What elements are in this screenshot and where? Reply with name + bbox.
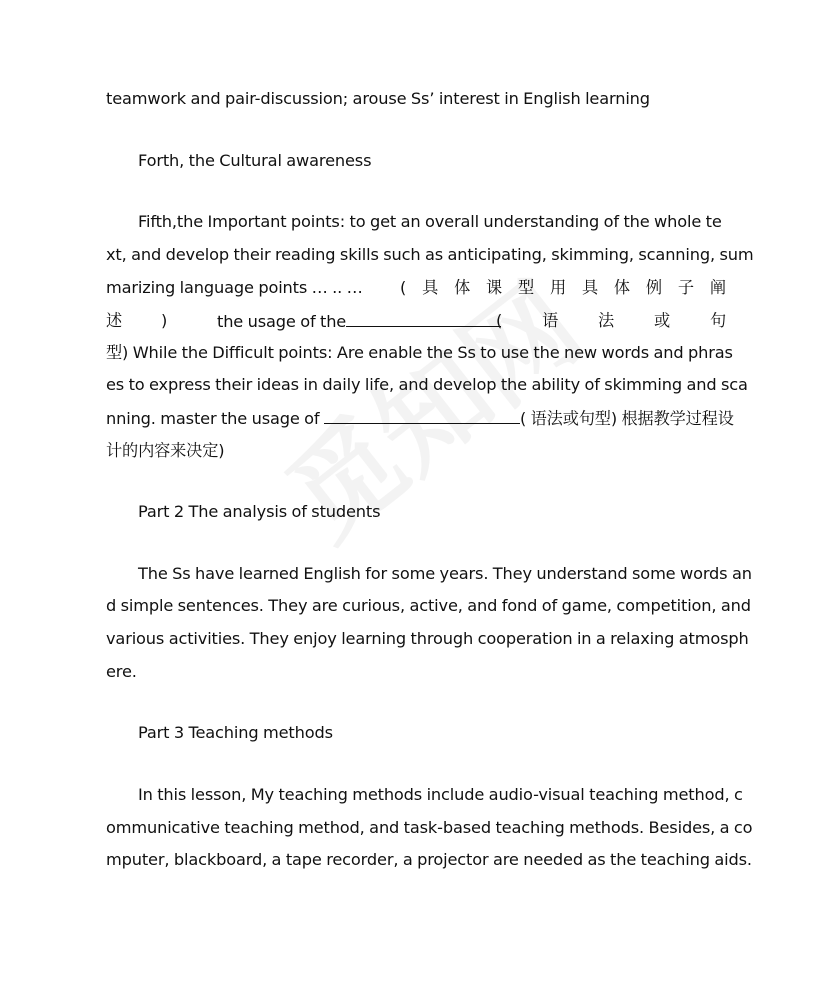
fifth-line-4-a: 述 — [106, 311, 123, 330]
fifth-line-4-b: ) — [161, 311, 168, 330]
fill-blank-1 — [346, 311, 501, 327]
part-2-line-1: The Ss have learned English for some years. They understand some words an — [138, 564, 752, 583]
part-2-line-3: various activities. They enjoy learning through cooperation in a relaxing atmosph — [106, 629, 749, 648]
fifth-line-4-cjk — [496, 311, 726, 331]
cjk-char: 法 — [598, 311, 615, 330]
cjk-char: 阐 — [709, 278, 726, 297]
cjk-char: 体 — [454, 278, 471, 297]
part-2-heading: Part 2 The analysis of students — [138, 502, 381, 521]
cjk-char: 句 — [709, 311, 726, 330]
cjk-char: 或 — [653, 311, 671, 330]
fifth-line-6: es to express their ideas in daily life, and develop the ability of skimming and sca — [106, 375, 748, 394]
part-3-heading: Part 3 Teaching methods — [138, 723, 333, 742]
part-2-line-2: d simple sentences. They are curious, active, and fond of game, competition, and — [106, 596, 751, 615]
cjk-char: ( — [496, 311, 503, 330]
cjk-char: 具 — [422, 278, 439, 297]
fifth-line-4 — [106, 311, 726, 331]
fifth-line-1: Fifth,the Important points: to get an overall understanding of the whole te — [138, 212, 722, 231]
fill-blank-2 — [324, 408, 520, 424]
fifth-line-3 — [106, 278, 726, 298]
cultural-awareness-heading: Forth, the Cultural awareness — [138, 151, 372, 170]
cjk-char: ( — [400, 278, 407, 297]
cjk-char: 子 — [677, 278, 694, 297]
part-3-line-2: ommunicative teaching method, and task-based teaching methods. Besides, a co — [106, 818, 753, 837]
fifth-line-7 — [106, 408, 734, 429]
paragraph-continuation: teamwork and pair-discussion; arouse Ss’ interest in English learning — [106, 89, 650, 108]
cjk-char: 体 — [613, 278, 630, 297]
fifth-line-7-b: ( 语法或句型) 根据教学过程设 — [519, 409, 734, 428]
fifth-line-3-text: marizing language points … .. … — [106, 278, 363, 297]
usage-label: nning. master the usage of — [106, 409, 320, 428]
cjk-char: 语 — [542, 311, 559, 330]
fifth-line-2: xt, and develop their reading skills such as anticipating, skimming, scanning, sum — [106, 245, 754, 264]
cjk-char: 用 — [549, 278, 567, 297]
usage-label: the usage of the — [217, 312, 347, 331]
part-3-line-3: mputer, blackboard, a tape recorder, a projector are needed as the teaching aids. — [106, 850, 752, 869]
cjk-char: 具 — [581, 278, 598, 297]
fifth-line-5: 型) While the Difficult points: Are enable the Ss to use the new words and phras — [106, 343, 733, 362]
fifth-line-4-c — [217, 311, 501, 332]
cjk-char: 型 — [518, 278, 535, 297]
fifth-line-8: 计的内容来决定) — [106, 441, 225, 460]
cjk-char: 课 — [486, 278, 503, 297]
cjk-char: 例 — [645, 278, 662, 297]
fifth-line-3-cjk — [400, 278, 726, 298]
part-3-line-1: In this lesson, My teaching methods include audio-visual teaching method, c — [138, 785, 743, 804]
part-2-line-4: ere. — [106, 662, 137, 681]
